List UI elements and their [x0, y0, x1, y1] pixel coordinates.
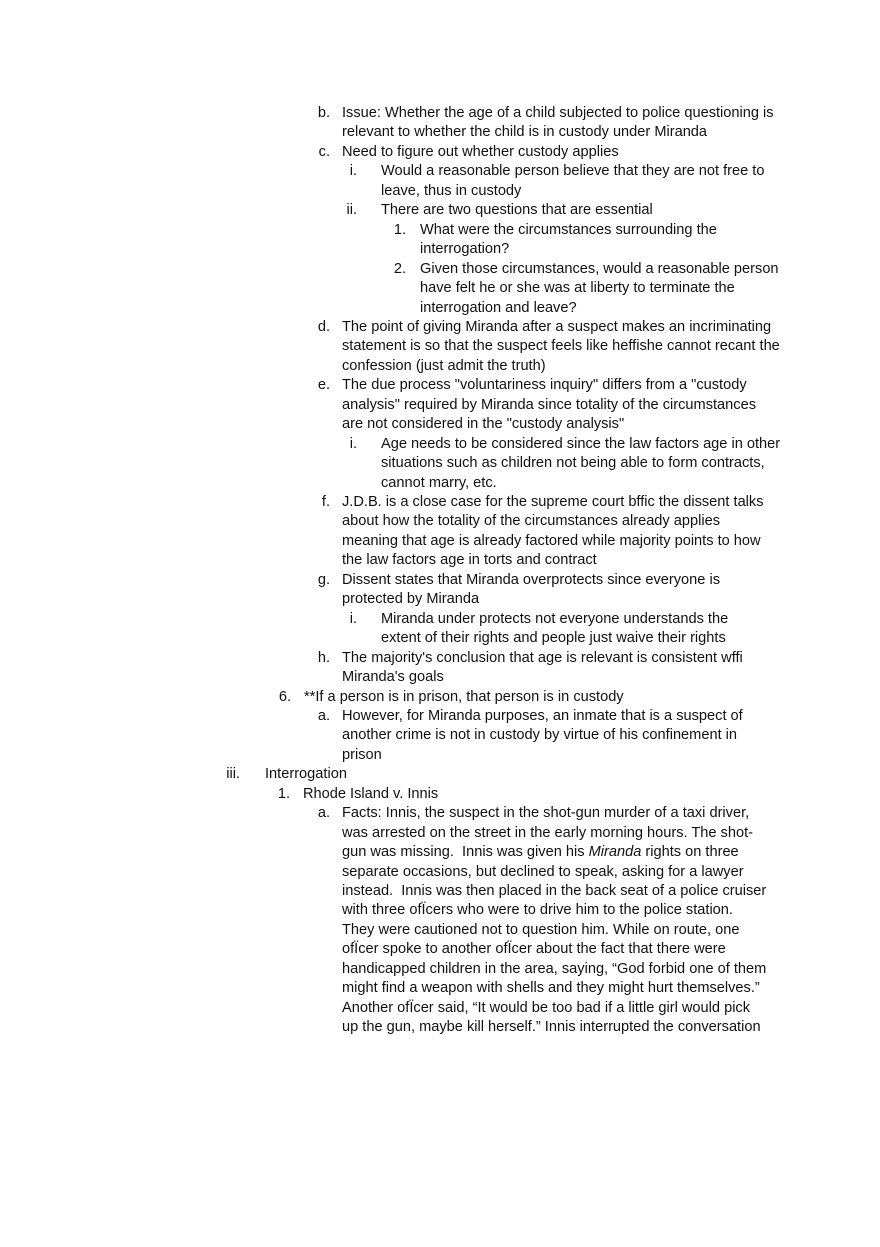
- list-item-line: situations such as children not being able to form contracts,: [381, 455, 765, 472]
- list-item-line: separate occasions, but declined to speak, asking for a lawyer: [342, 863, 744, 880]
- list-item-line: Facts: Innis, the suspect in the shot-gun murder of a taxi driver,: [342, 805, 750, 822]
- list-item-line: might find a weapon with shells and they might hurt themselves.”: [342, 980, 760, 997]
- list-marker: iii.: [226, 766, 240, 783]
- list-marker: 6.: [278, 688, 291, 705]
- list-item-line: meaning that age is already factored while majority points to how: [342, 532, 761, 549]
- case-name-italic: Miranda: [588, 844, 642, 861]
- list-item-line: Issue: Whether the age of a child subjected to police questioning is: [342, 105, 774, 121]
- list-marker: d.: [317, 318, 330, 335]
- text-segment: rights on three: [641, 844, 739, 861]
- list-marker: i.: [349, 435, 357, 452]
- list-item-line: Interrogation: [265, 766, 347, 783]
- list-item-line: Need to figure out whether custody applies: [342, 143, 619, 160]
- list-marker: f.: [321, 494, 330, 510]
- list-marker: c.: [318, 143, 330, 160]
- list-item-line: [342, 843, 739, 862]
- list-item-line: Rhode Island v. Innis: [303, 785, 439, 802]
- list-item-line: another crime is not in custody by virtue of his confinement in: [342, 727, 738, 744]
- list-item-line: Would a reasonable person believe that they are not free to: [381, 163, 765, 180]
- list-marker: ii.: [346, 202, 357, 219]
- list-item-line: They were cautioned not to question him. While on route, one: [342, 921, 740, 938]
- list-item-line: handicapped children in the area, saying, “God forbid one of them: [342, 960, 767, 977]
- list-item-line: The due process "voluntariness inquiry" differs from a "custody: [342, 377, 747, 394]
- list-item-line: the law factors age in torts and contract: [342, 552, 597, 569]
- list-item-line: relevant to whether the child is in custody under Miranda: [342, 124, 708, 141]
- list-marker: b.: [317, 105, 330, 121]
- list-item-line: up the gun, maybe kill herself.” Innis interrupted the conversation: [342, 1019, 761, 1036]
- list-marker: h.: [317, 649, 330, 666]
- list-item-line: What were the circumstances surrounding the: [420, 221, 717, 238]
- list-item-line: prison: [342, 746, 382, 763]
- list-item-line: are not considered in the "custody analysis": [342, 416, 625, 433]
- list-item-line: extent of their rights and people just waive their rights: [381, 630, 726, 647]
- list-item-line: However, for Miranda purposes, an inmate that is a suspect of: [342, 707, 743, 724]
- list-item-line: J.D.B. is a close case for the supreme court bffic the dissent talks: [342, 494, 764, 510]
- list-item-line: have felt he or she was at liberty to terminate the: [420, 280, 735, 297]
- list-item-line: Dissent states that Miranda overprotects since everyone is: [342, 571, 720, 588]
- list-marker: 1.: [277, 785, 290, 802]
- list-item-line: analysis" required by Miranda since totality of the circumstances: [342, 396, 756, 413]
- list-item-line: was arrested on the street in the early morning hours. The shot-: [342, 824, 753, 841]
- list-item-line: cannot marry, etc.: [381, 474, 497, 491]
- list-item-line: Given those circumstances, would a reasonable person: [420, 260, 779, 277]
- list-item-line: with three ofÏcers who were to drive him to the police station.: [342, 902, 733, 919]
- list-marker: e.: [317, 377, 330, 394]
- list-item-line: instead. Innis was then placed in the back seat of a police cruiser: [342, 883, 767, 899]
- list-item-line: statement is so that the suspect feels like heffishe cannot recant the: [342, 338, 780, 355]
- list-marker: a.: [317, 707, 330, 724]
- list-marker: i.: [349, 610, 357, 627]
- list-item-line: The majority's conclusion that age is relevant is consistent wffi: [342, 649, 743, 666]
- list-item-line: Another ofÏcer said, “It would be too bad if a little girl would pick: [342, 999, 751, 1016]
- list-item-line: about how the totality of the circumstances already applies: [342, 513, 721, 530]
- list-item-line: ofÏcer spoke to another ofÏcer about the fact that there were: [342, 941, 726, 958]
- list-marker: 2.: [393, 260, 406, 277]
- list-item-line: The point of giving Miranda after a suspect makes an incriminating: [342, 318, 772, 335]
- list-item-line: There are two questions that are essential: [381, 202, 653, 219]
- list-item-line: Miranda's goals: [342, 669, 444, 686]
- list-marker: g.: [317, 571, 330, 588]
- list-marker: 1.: [393, 221, 406, 238]
- list-marker: i.: [349, 163, 357, 180]
- list-item-line: interrogation?: [420, 241, 510, 258]
- list-item-line: protected by Miranda: [342, 591, 480, 608]
- list-marker: a.: [317, 805, 330, 822]
- list-item-line: Age needs to be considered since the law factors age in other: [381, 435, 781, 452]
- text-segment: gun was missing. Innis was given his: [342, 844, 589, 861]
- list-item-line: **If a person is in prison, that person is in custody: [304, 688, 624, 705]
- list-item-line: leave, thus in custody: [381, 182, 522, 199]
- list-item-line: Miranda under protects not everyone understands the: [381, 610, 729, 627]
- list-item-line: confession (just admit the truth): [342, 357, 546, 374]
- list-item-line: interrogation and leave?: [420, 299, 577, 316]
